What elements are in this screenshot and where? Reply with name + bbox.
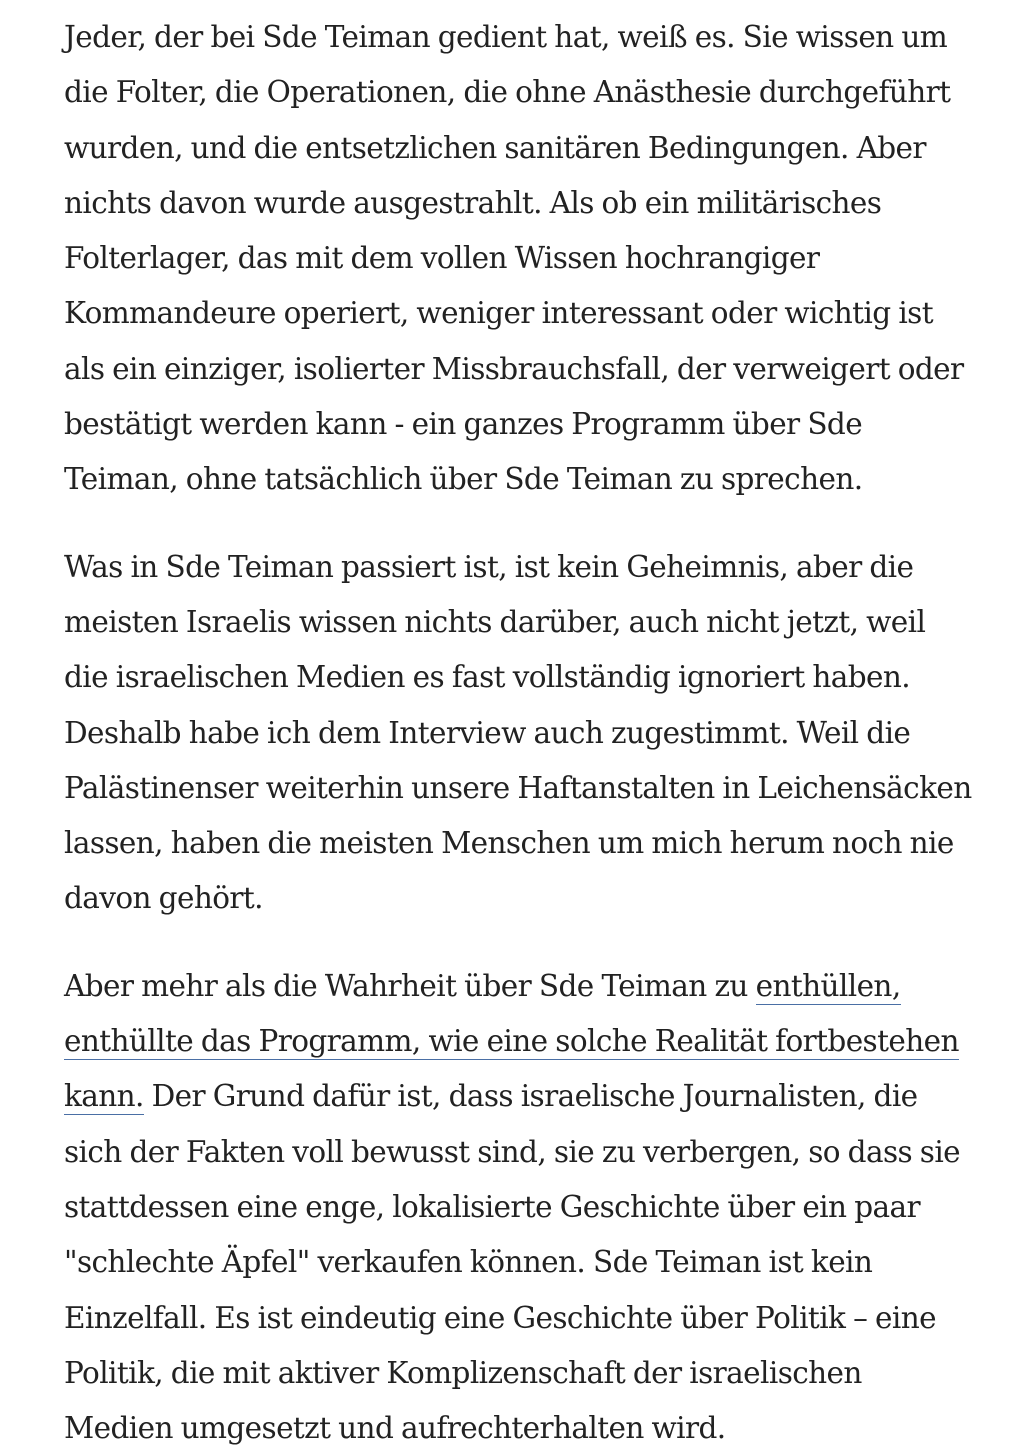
paragraph-3-text-before-link: Aber mehr als die Wahrheit über Sde Teiman zu (64, 968, 756, 1003)
paragraph-2: Was in Sde Teiman passiert ist, ist kein Geheimnis, aber die meisten Israelis wissen nichts darüber, auch nicht jetzt, weil die israelischen Medien es fast vollständig ignoriert haben. Deshalb habe ich dem Interview auch zugestimmt. Weil die Palästinenser weiterhin unsere Haftanstalten in Leichensäcken lassen, haben die meisten Menschen um mich herum noch nie davon gehört. (64, 549, 972, 916)
article-body (64, 10, 974, 1456)
paragraph-1: Jeder, der bei Sde Teiman gedient hat, weiß es. Sie wissen um die Folter, die Operationen, die ohne Anästhesie durchgeführt wurden, und die entsetzlichen sanitären Bedingungen. Aber nichts davon wurde ausgestrahlt. Als ob ein militärisches Folterlager, das mit dem vollen Wissen hochrangiger Kommandeure operiert, weniger interessant oder wichtig ist als ein einziger, isolierter Missbrauchsfall, der verweigert oder bestätigt werden kann - ein ganzes Programm über Sde Teiman, ohne tatsächlich über Sde Teiman zu sprechen. (64, 20, 964, 497)
paragraph-3-text-after-link: Der Grund dafür ist, dass israelische Journalisten, die sich der Fakten voll bewusst sind, sie zu verbergen, so dass sie stattdessen eine enge, lokalisierte Geschichte über ein paar "schlechte Äpfel" verkaufen können. Sde Teiman ist kein Einzelfall. Es ist eindeutig eine Geschichte über Politik – eine Politik, die mit aktiver Komplizenschaft der israelischen Medien umgesetzt und aufrechterhalten wird. (64, 1079, 961, 1446)
paragraph-3 (64, 959, 974, 1456)
inline-article-link[interactable]: enthüllen, enthüllte das Programm, wie eine solche Realität fortbestehen kann. (64, 968, 959, 1114)
